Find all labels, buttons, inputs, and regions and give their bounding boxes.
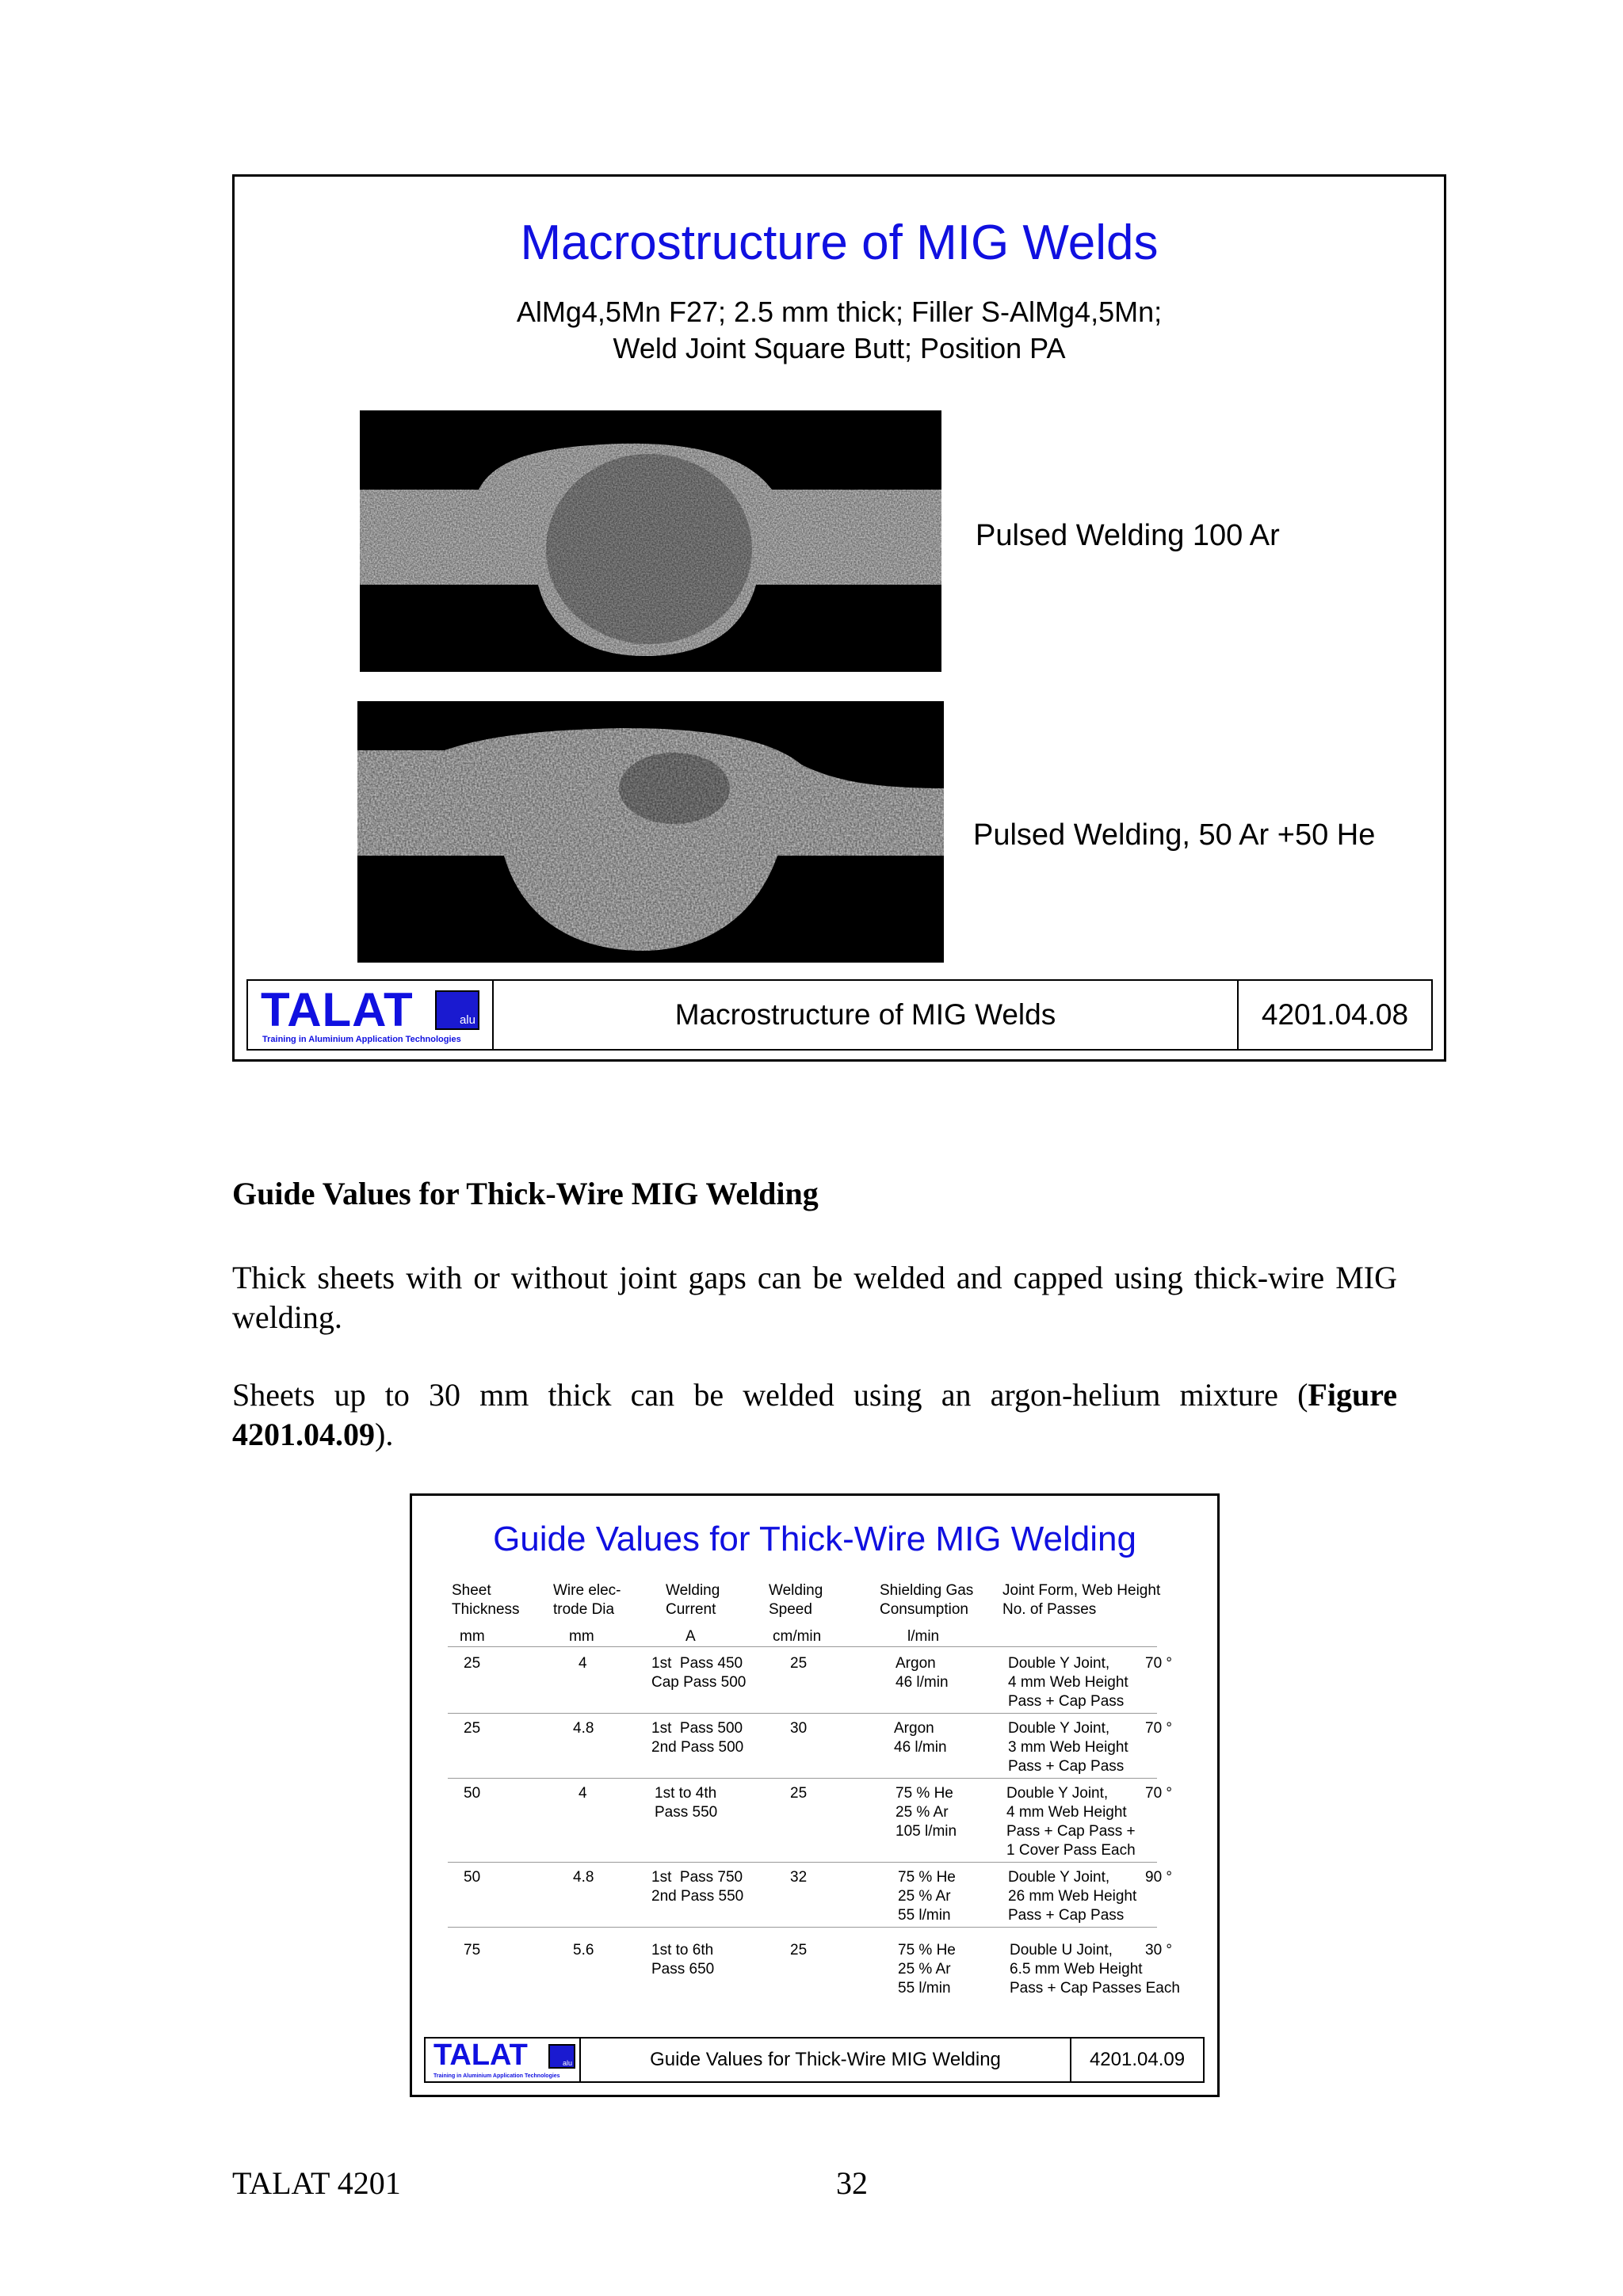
table-divider (448, 1927, 1157, 1928)
table-cell: 90 ° (1145, 1869, 1173, 1886)
table-cell: Double Y Joint, 26 mm Web Height Pass + Cap Pass (1008, 1869, 1137, 1924)
figure-macrostructure (232, 174, 1446, 1062)
subtitle-line-2: Weld Joint Square Butt; Position PA (613, 332, 1066, 364)
logo-subtitle: Training in Aluminium Application Technologies (262, 1035, 461, 1044)
table-cell: 1st Pass 450 Cap Pass 500 (651, 1655, 747, 1691)
paragraph-2: Sheets up to 30 mm thick can be welded using an argon-helium mixture (Figure 4201.04.09). (232, 1377, 1397, 1452)
unit-gas: l/min (907, 1628, 940, 1645)
table-cell: 70 ° (1145, 1655, 1173, 1672)
figure-footer (424, 2037, 1205, 2083)
footer-caption: Macrostructure of MIG Welds (674, 998, 1056, 1031)
footer-code: 4201.04.08 (1237, 981, 1431, 1049)
table-cell: 30 (790, 1720, 808, 1737)
table-cell: Argon 46 l/min (894, 1720, 947, 1756)
table-divider (448, 1778, 1157, 1779)
header-joint-form: Joint Form, Web Height No. of Passes (1002, 1582, 1161, 1618)
table-cell: 25 (790, 1655, 808, 1672)
unit-thickness: mm (460, 1628, 485, 1645)
table-divider (448, 1862, 1157, 1863)
figure-title: Macrostructure of MIG Welds (520, 215, 1159, 270)
unit-current: A (685, 1628, 696, 1645)
table-cell: 70 ° (1145, 1720, 1173, 1737)
table-cell: 70 ° (1145, 1785, 1173, 1802)
talat-logo (248, 981, 494, 1049)
figure-guide-values (410, 1493, 1220, 2097)
talat-logo (426, 2039, 581, 2081)
micrograph-100-ar (360, 410, 941, 672)
logo-subtitle: Training in Aluminium Application Technologies (433, 2073, 560, 2079)
table-cell: 1st Pass 500 2nd Pass 500 (651, 1720, 744, 1756)
table-cell: 75 % He 25 % Ar 105 l/min (896, 1785, 957, 1840)
logo-wordmark: TALAT (261, 983, 414, 1036)
table-cell: 75 % He 25 % Ar 55 l/min (898, 1869, 956, 1924)
header-shielding-gas: Shielding Gas Consumption (880, 1582, 974, 1618)
section-heading: Guide Values for Thick-Wire MIG Welding (232, 1176, 819, 1211)
micrograph-label-2: Pulsed Welding, 50 Ar +50 He (973, 818, 1376, 852)
footer-caption: Guide Values for Thick-Wire MIG Welding (650, 2049, 1001, 2070)
unit-wire: mm (569, 1628, 594, 1645)
table-cell: 50 (464, 1869, 481, 1886)
eu-flag-icon: alu (548, 2044, 575, 2069)
header-sheet-thickness: Sheet Thickness (452, 1582, 520, 1618)
table-cell: Argon 46 l/min (896, 1655, 949, 1691)
table-cell: 25 (790, 1785, 808, 1802)
figure-footer (246, 979, 1433, 1051)
table-cell: 4.8 (573, 1869, 594, 1886)
paragraph-1: Thick sheets with or without joint gaps can be welded and capped using thick-wire MIG welding. (232, 1260, 1397, 1335)
table-cell: 25 (464, 1655, 481, 1672)
page-footer-left: TALAT 4201 (232, 2165, 401, 2201)
micrograph-50ar-50he (357, 701, 944, 963)
micrograph-label-1: Pulsed Welding 100 Ar (976, 519, 1280, 552)
unit-speed: cm/min (773, 1628, 822, 1645)
table-cell: 1st to 6th Pass 650 (651, 1942, 715, 1978)
table-divider (448, 1646, 1157, 1647)
table-cell: 4 (579, 1655, 587, 1672)
footer-code: 4201.04.09 (1070, 2039, 1203, 2081)
header-wire-dia: Wire elec- trode Dia (553, 1582, 621, 1618)
page-number: 32 (836, 2165, 868, 2201)
table-cell: 50 (464, 1785, 481, 1802)
table-cell: Double U Joint, 6.5 mm Web Height Pass + Cap Passes Each (1010, 1942, 1180, 1997)
table-divider (448, 1713, 1157, 1714)
table-cell: 4 (579, 1785, 587, 1802)
header-welding-current: Welding Current (666, 1582, 720, 1618)
logo-wordmark: TALAT (433, 2039, 528, 2072)
figure-title: Guide Values for Thick-Wire MIG Welding (493, 1520, 1136, 1558)
figure-subtitle (235, 294, 1444, 367)
table-cell: 4.8 (573, 1720, 594, 1737)
table-cell: 25 (464, 1720, 481, 1737)
table-cell: 5.6 (573, 1942, 594, 1958)
eu-flag-icon: alu (435, 990, 479, 1030)
table-cell: Double Y Joint, 3 mm Web Height Pass + Cap Pass (1008, 1720, 1128, 1775)
table-cell: 32 (790, 1869, 808, 1886)
table-cell: 30 ° (1145, 1942, 1173, 1958)
table-cell: 75 % He 25 % Ar 55 l/min (898, 1942, 956, 1997)
table-cell: 25 (790, 1942, 808, 1958)
table-cell: Double Y Joint, 4 mm Web Height Pass + Cap Pass (1008, 1655, 1128, 1710)
subtitle-line-1: AlMg4,5Mn F27; 2.5 mm thick; Filler S-AlMg4,5Mn; (516, 296, 1163, 328)
table-cell: 1st Pass 750 2nd Pass 550 (651, 1869, 744, 1905)
table-cell: 1st to 4th Pass 550 (655, 1785, 718, 1821)
figure-reference: Figure 4201.04.09 (232, 1377, 1397, 1452)
header-welding-speed: Welding Speed (769, 1582, 823, 1618)
table-cell: Double Y Joint, 4 mm Web Height Pass + Cap Pass + 1 Cover Pass Each (1006, 1785, 1136, 1859)
table-cell: 75 (464, 1942, 481, 1958)
